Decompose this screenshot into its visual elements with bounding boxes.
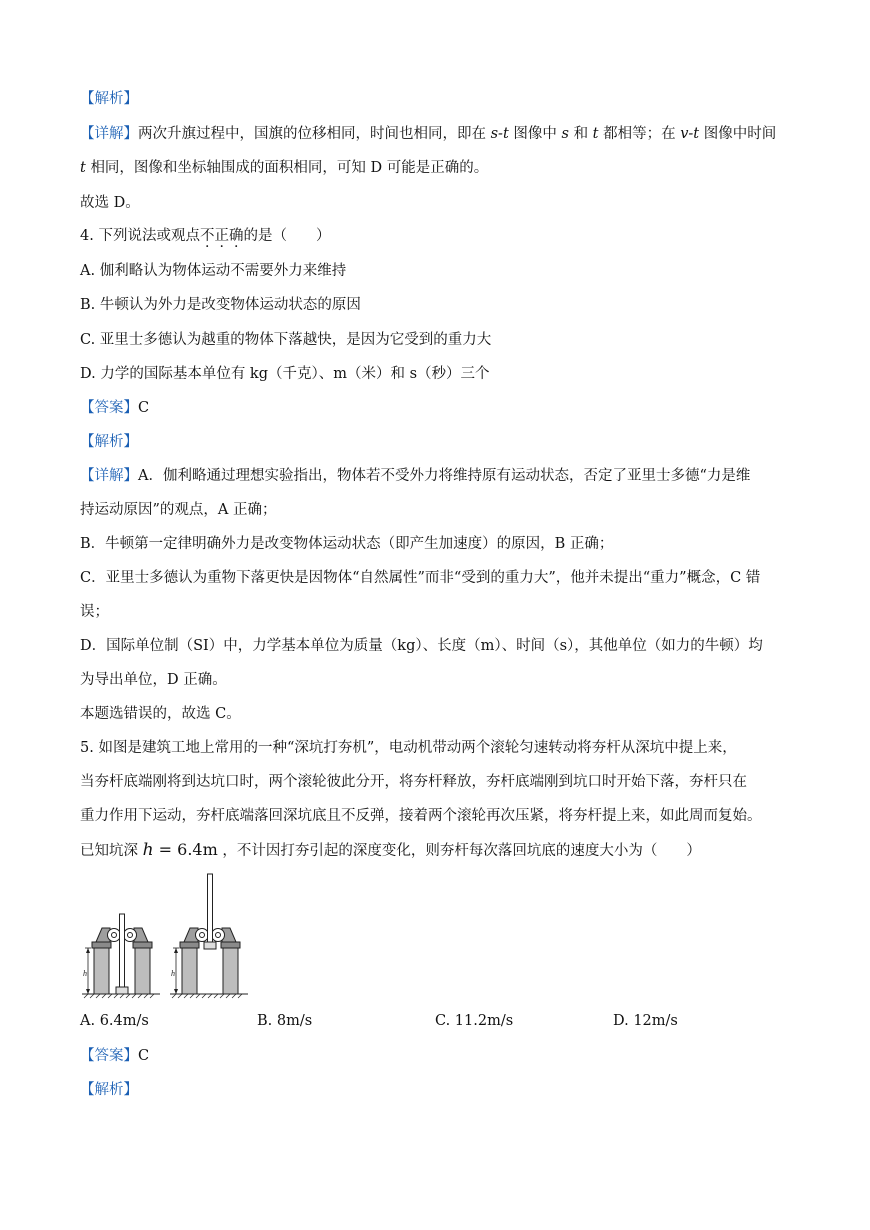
q5-analysis-tag: 【解析】: [80, 1082, 138, 1098]
figure-label-h-right: h: [171, 969, 175, 978]
q5-stem-line-3: 重力作用下运动，夯杆底端落回深坑底且不反弹，接着两个滚轮再次压紧，将夯杆提上来，如此周而复始。: [80, 808, 762, 824]
q5-stem-line-4: 已知坑深 h = 6.4m ，不计因打夯引起的深度变化，则夯杆每次落回坑底的速度大小为（ ）: [80, 840, 701, 860]
q4-option-a: A. 伽利略认为物体运动不需要外力来维持: [80, 263, 347, 279]
q4-detail-line-6: D．国际单位制（SI）中，力学基本单位为质量（kg）、长度（m）、时间（s），其他单位（如力的牛顿）均: [80, 638, 763, 654]
q3-analysis-tag: 【解析】: [80, 91, 138, 107]
q4-detail-line-2: 持运动原因”的观点，A 正确；: [80, 502, 277, 518]
machine-left: [82, 914, 160, 998]
q4-option-c: C. 亚里士多德认为越重的物体下落越快，是因为它受到的重力大: [80, 332, 492, 348]
machine-right: [170, 874, 248, 998]
q4-emph-char-1: 不: [199, 228, 215, 244]
q4-analysis-tag: 【解析】: [80, 434, 138, 450]
figure-label-h-left: h: [83, 969, 87, 978]
q4-emph-char-2: 正: [214, 228, 229, 244]
tamping-machine-figure: [80, 872, 255, 1002]
q5-stem-line-2: 当夯杆底端刚将到达坑口时，两个滚轮彼此分开，将夯杆释放，夯杆底端刚到坑口时开始下落，夯杆只在: [80, 774, 747, 790]
q5-stem-line-1: 5. 如图是建筑工地上常用的一种“深坑打夯机”，电动机带动两个滚轮匀速转动将夯杆从深坑中提上来，: [80, 740, 737, 756]
q5-answer: 【答案】C: [80, 1048, 150, 1064]
q4-detail-line-1: 【详解】A．伽利略通过理想实验指出，物体若不受外力将维持原有运动状态，否定了亚里士多德“力是维: [80, 468, 751, 484]
q5-option-c: C. 11.2m/s: [435, 1013, 514, 1029]
q5-option-d: D. 12m/s: [613, 1013, 678, 1029]
q4-option-b: B. 牛顿认为外力是改变物体运动状态的原因: [80, 297, 361, 313]
q3-detail-line-2: t 相同，图像和坐标轴围成的面积相同，可知 D 可能是正确的。: [80, 160, 489, 176]
q4-emph-char-3: 确: [228, 228, 244, 244]
q5-option-b: B. 8m/s: [257, 1013, 313, 1029]
q5-option-a: A. 6.4m/s: [80, 1013, 149, 1029]
q4-detail-line-8: 本题选错误的，故选 C。: [80, 706, 241, 722]
q3-conclusion: 故选 D。: [80, 195, 140, 211]
q4-answer: 【答案】C: [80, 400, 150, 416]
q3-detail-line-1: 【详解】两次升旗过程中，国旗的位移相同，时间也相同，即在 s-t 图像中 s 和 t 都相等；在 v-t 图像中时间: [80, 126, 777, 142]
q4-detail-line-5: 误；: [80, 604, 109, 620]
q4-option-d: D. 力学的国际基本单位有 kg（千克）、m（米）和 s（秒）三个: [80, 366, 490, 382]
q4-stem: 4. 下列说法或观点不正确的是（ ）: [80, 228, 331, 244]
q4-detail-line-4: C．亚里士多德认为重物下落更快是因物体“自然属性”而非“受到的重力大”，他并未提出“重力”概念，C 错: [80, 570, 761, 586]
q4-detail-line-7: 为导出单位，D 正确。: [80, 672, 227, 688]
q4-detail-line-3: B．牛顿第一定律明确外力是改变物体运动状态（即产生加速度）的原因，B 正确；: [80, 536, 614, 552]
